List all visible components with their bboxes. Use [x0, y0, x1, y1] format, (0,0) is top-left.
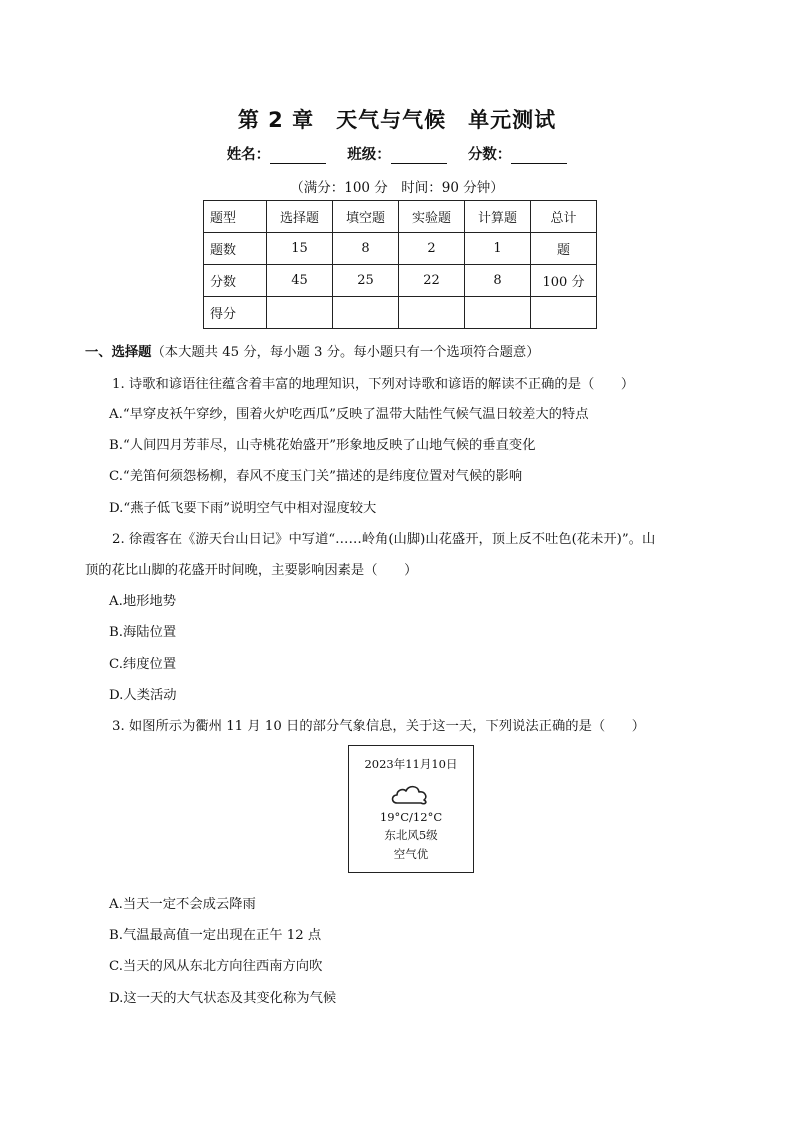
name-label: 姓名： [226, 147, 271, 163]
exam-meta: （满分：100 分 时间：90 分钟） [290, 180, 504, 196]
score-table [203, 200, 597, 329]
q3-option-a[interactable]: A.当天一定不会成云降雨 [109, 897, 256, 912]
q1-option-d[interactable]: D.“燕子低飞要下雨”说明空气中相对湿度较大 [109, 501, 377, 516]
q3-option-b[interactable]: B.气温最高值一定出现在正午 12 点 [109, 928, 322, 943]
table-cell: 15 [267, 233, 333, 265]
table-cell: 100 分 [531, 265, 597, 297]
table-cell: 得分 [204, 297, 267, 329]
table-cell: 1 [465, 233, 531, 265]
weather-date: 2023年11月10日 [364, 757, 458, 771]
score-input-cell[interactable] [267, 297, 333, 329]
table-cell: 题型 [204, 201, 267, 233]
score-input-cell[interactable] [531, 297, 597, 329]
section-desc: （本大题共 45 分，每小题 3 分。每小题只有一个选项符合题意） [151, 345, 540, 360]
class-label: 班级： [347, 147, 391, 163]
student-info [0, 143, 794, 164]
name-blank[interactable] [270, 149, 326, 164]
q1-option-b[interactable]: B.“人间四月芳菲尽，山寺桃花始盛开”形象地反映了山地气候的垂直变化 [109, 438, 536, 453]
question-1-stem: 1. 诗歌和谚语往往蕴含着丰富的地理知识，下列对诗歌和谚语的解读不正确的是（ ） [112, 377, 635, 392]
table-cell: 2 [399, 233, 465, 265]
table-row [204, 297, 597, 329]
weather-temp: 19°C/12°C [379, 810, 443, 824]
weather-wind: 东北风5级 [384, 828, 438, 842]
score-input-cell[interactable] [333, 297, 399, 329]
table-cell: 45 [267, 265, 333, 297]
table-cell: 8 [465, 265, 531, 297]
table-cell: 计算题 [465, 201, 531, 233]
score-input-cell[interactable] [465, 297, 531, 329]
weather-card [348, 745, 474, 873]
score-input-cell[interactable] [399, 297, 465, 329]
score-label: 分数： [467, 147, 512, 163]
q2-option-b[interactable]: B.海陆位置 [109, 625, 177, 640]
table-cell: 题数 [204, 233, 267, 265]
question-2-stem-line2: 顶的花比山脚的花盛开时间晚，主要影响因素是（ ） [85, 563, 418, 578]
q2-option-a[interactable]: A.地形地势 [109, 594, 177, 609]
q3-option-d[interactable]: D.这一天的大气状态及其变化称为气候 [109, 991, 337, 1006]
table-cell: 25 [333, 265, 399, 297]
table-header-row [204, 201, 597, 233]
class-blank[interactable] [391, 149, 447, 164]
table-cell: 22 [399, 265, 465, 297]
question-3-stem: 3. 如图所示为衢州 11 月 10 日的部分气象信息，关于这一天，下列说法正确的是（ ） [112, 719, 646, 734]
q2-option-d[interactable]: D.人类活动 [109, 688, 177, 703]
table-cell: 8 [333, 233, 399, 265]
table-cell: 填空题 [333, 201, 399, 233]
table-cell: 分数 [204, 265, 267, 297]
score-blank[interactable] [511, 149, 567, 164]
table-row [204, 265, 597, 297]
section-heading [85, 341, 540, 360]
q1-option-a[interactable]: A.“早穿皮袄午穿纱，围着火炉吃西瓜”反映了温带大陆性气候气温日较差大的特点 [109, 407, 589, 422]
q2-option-c[interactable]: C.纬度位置 [109, 657, 177, 672]
question-2-stem-line1: 2. 徐霞客在《游天台山日记》中写道“……岭角(山脚)山花盛开，顶上反不吐色(花未开)”。山 [112, 532, 656, 547]
q3-option-c[interactable]: C.当天的风从东北方向往西南方向吹 [109, 959, 323, 974]
table-cell: 选择题 [267, 201, 333, 233]
table-cell: 题 [531, 233, 597, 265]
table-row [204, 233, 597, 265]
cloud-icon [389, 782, 433, 806]
section-title: 一、选择题 [85, 345, 152, 360]
page-title: 第 2 章 天气与气候 单元测试 [237, 108, 557, 132]
weather-air: 空气优 [393, 847, 429, 861]
table-cell: 实验题 [399, 201, 465, 233]
table-cell: 总计 [531, 201, 597, 233]
q1-option-c[interactable]: C.“羌笛何须怨杨柳，春风不度玉门关”描述的是纬度位置对气候的影响 [109, 469, 523, 484]
